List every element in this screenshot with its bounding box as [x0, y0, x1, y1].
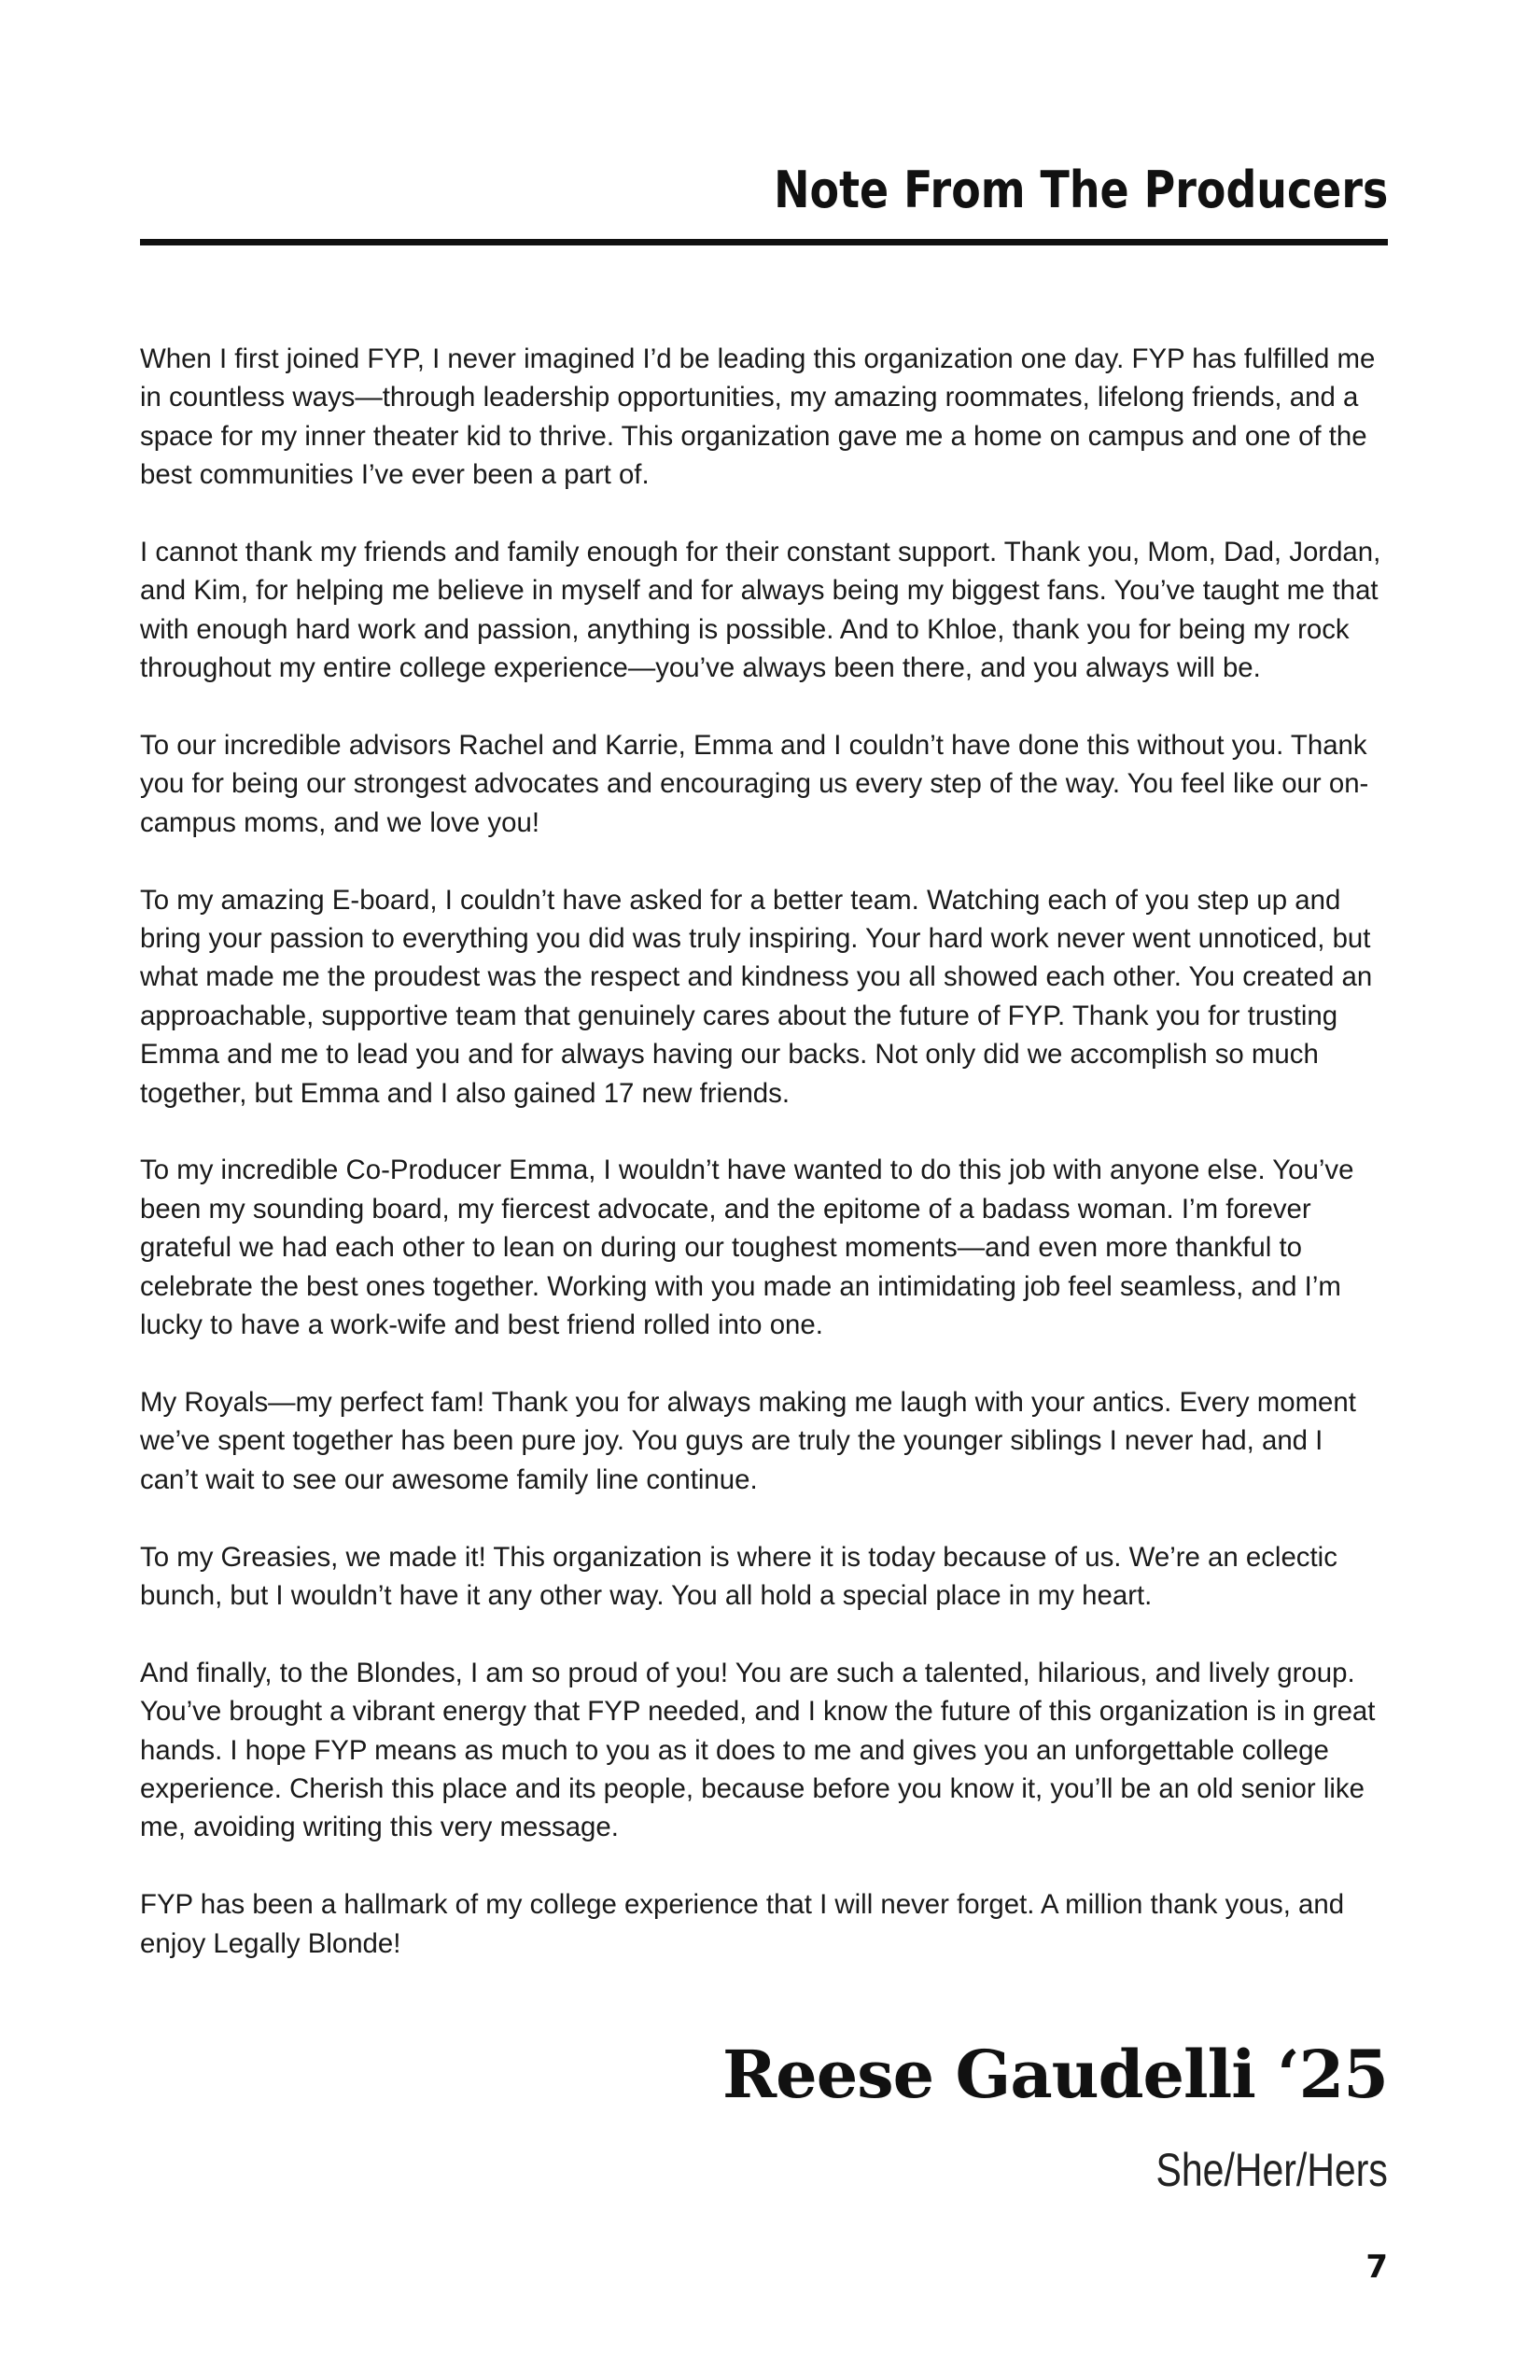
paragraph-family: I cannot thank my friends and family enough for their constant support. Thank you, Mom, Dad, Jordan, and Kim, for helping me believe in myself and for always being my biggest fans. You’ve taught me that with enough hard work and passion, anything is possible. And to Khloe, thank you for being my rock throughout my entire college experience—you’ve always been there, and you always will be. [140, 537, 1381, 684]
paragraph-greasies: To my Greasies, we made it! This organization is where it is today because of us. We’re an eclectic bunch, but I wouldn’t have it any other way. You all hold a special place in my heart. [140, 1541, 1337, 1611]
paragraph-intro: When I first joined FYP, I never imagined I’d be leading this organization one day. FYP has fulfilled me in countless ways—through leadership opportunities, my amazing roommates, lifelong friends, and a space for my inner theater kid to thrive. This organization gave me a home on campus and one of the best communities I’ve ever been a part of. [140, 343, 1376, 491]
paragraph-blondes: And finally, to the Blondes, I am so proud of you! You are such a talented, hilarious, and lively group. You’ve brought a vibrant energy that FYP needed, and I know the future of this organization is in great hands. I hope FYP means as much to you as it does to me and gives you an unforgettable college experience. Cherish this place and its people, because before you know it, you’ll be an old senior like me, avoiding writing this very message. [140, 1657, 1376, 1843]
paragraph-closing: FYP has been a hallmark of my college experience that I will never forget. A million thank yous, and enjoy Legally Blonde! [140, 1889, 1345, 1959]
paragraph-advisors: To our incredible advisors Rachel and Karrie, Emma and I couldn’t have done this without you. Thank you for being our strongest advocates and encouraging us every step of the way. You feel like our on-campus moms, and we love you! [140, 730, 1369, 838]
signature-name: Reese Gaudelli ‘25 [721, 2036, 1388, 2113]
letter-body [140, 340, 1388, 2001]
paragraph-royals: My Royals—my perfect fam! Thank you for always making me laugh with your antics. Every moment we’ve spent together has been pure joy. You guys are truly the younger siblings I never had, and I can’t wait to see our awesome family line continue. [140, 1386, 1356, 1495]
page-number: 7 [1365, 2248, 1388, 2286]
page-title: Note From The Producers [773, 161, 1388, 219]
paragraph-eboard: To my amazing E-board, I couldn’t have asked for a better team. Watching each of you step up and bring your passion to everything you did was truly inspiring. Your hard work never went unnoticed, but what made me the proudest was the respect and kindness you all showed each other. You created an approachable, supportive team that genuinely cares about the future of FYP. Thank you for trusting Emma and me to lead you and for always having our backs. Not only did we accomplish so much together, but Emma and I also gained 17 new friends. [140, 884, 1373, 1109]
signature-pronouns: She/Her/Hers [1155, 2144, 1388, 2196]
program-page [140, 0, 1388, 2380]
title-underline-rule [140, 239, 1388, 245]
paragraph-co-producer: To my incredible Co-Producer Emma, I wouldn’t have wanted to do this job with anyone else. You’ve been my sounding board, my fiercest advocate, and the epitome of a badass woman. I’m forever grateful we had each other to lean on during our toughest moments—and even more thankful to celebrate the best ones together. Working with you made an intimidating job feel seamless, and I’m lucky to have a work-wife and best friend rolled into one. [140, 1155, 1354, 1341]
